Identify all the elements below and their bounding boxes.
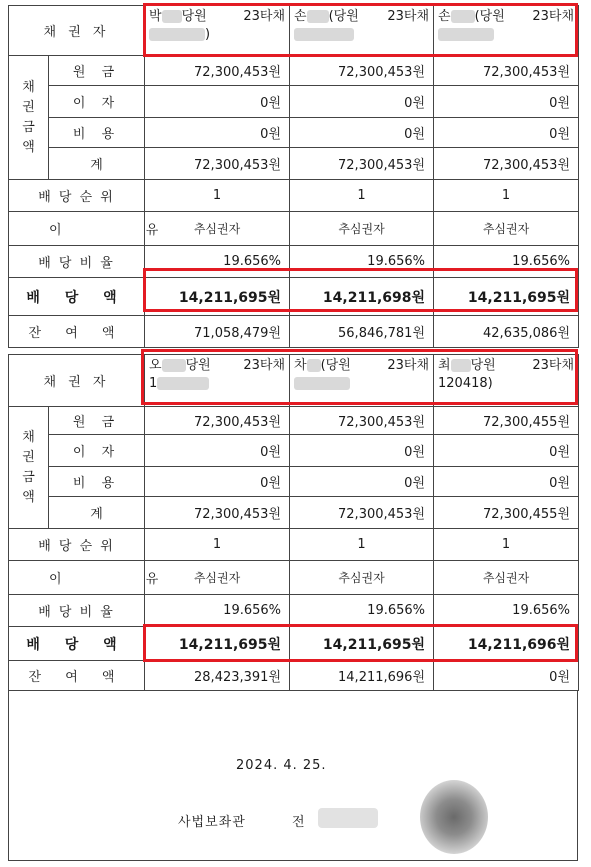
cost-label: 비 용: [49, 467, 145, 497]
dividend-value: 14,211,695원: [145, 627, 290, 661]
amount-category-char: 채: [22, 429, 35, 445]
creditor-prefix: 손: [294, 9, 307, 24]
creditor-row: [9, 355, 579, 407]
interest-value: 0원: [145, 435, 290, 467]
reason-value: 추심권자: [434, 561, 579, 595]
amount-category-char: 금: [22, 119, 35, 135]
interest-label: 이 자: [49, 86, 145, 118]
rank-value: 1: [145, 529, 290, 561]
balance-value: 14,211,696원: [290, 661, 434, 691]
amount-category-label: [9, 407, 49, 529]
redaction-blur: [307, 359, 321, 372]
dividend-value: 14,211,695원: [434, 278, 579, 316]
creditor-cell-5: [290, 355, 434, 407]
balance-value: 56,846,781원: [290, 316, 434, 348]
reason-label: 이 유: [9, 561, 145, 595]
ratio-label: 배 당 비 율: [9, 246, 145, 278]
rank-label: 배 당 순 위: [9, 180, 145, 212]
dividend-value: 14,211,698원: [290, 278, 434, 316]
reason-value: 추심권자: [145, 561, 290, 595]
creditor-case-prefix: 120418): [438, 376, 493, 391]
reason-value: 추심권자: [290, 561, 434, 595]
ratio-value: 19.656%: [290, 246, 434, 278]
creditor-case: 당원 23타채: [185, 358, 286, 373]
balance-value: 28,423,391원: [145, 661, 290, 691]
creditor-label: 채 권 자: [9, 355, 145, 407]
total-value: 72,300,455원: [434, 497, 579, 529]
document-date: 2024. 4. 25.: [236, 758, 327, 773]
creditor-cell-6: [434, 355, 579, 407]
principal-label: 원 금: [49, 56, 145, 86]
principal-value: 72,300,453원: [290, 407, 434, 435]
creditor-prefix: 최: [438, 358, 451, 373]
creditor-cell-2: [290, 6, 434, 56]
rank-value: 1: [290, 529, 434, 561]
rank-value: 1: [290, 180, 434, 212]
creditor-prefix: 차: [294, 358, 307, 373]
cost-value: 0원: [290, 118, 434, 148]
redaction-blur: [294, 377, 350, 390]
cost-value: 0원: [434, 467, 579, 497]
redaction-blur: [438, 28, 494, 41]
creditor-row: [9, 6, 579, 56]
interest-label: 이 자: [49, 435, 145, 467]
creditor-label: 채 권 자: [9, 6, 145, 56]
cost-value: 0원: [145, 467, 290, 497]
redaction-blur: [149, 28, 205, 41]
total-value: 72,300,453원: [145, 497, 290, 529]
ratio-label: 배 당 비 율: [9, 595, 145, 627]
balance-value: 71,058,479원: [145, 316, 290, 348]
distribution-table-1: [8, 5, 579, 348]
ratio-value: 19.656%: [290, 595, 434, 627]
creditor-case: 당원 23타채: [470, 358, 575, 373]
amount-category-char: 금: [22, 469, 35, 485]
creditor-prefix: 오: [149, 358, 162, 373]
balance-label: 잔 여 액: [9, 316, 145, 348]
rank-label: 배 당 순 위: [9, 529, 145, 561]
amount-category-char: 채: [22, 79, 35, 95]
redaction-blur: [294, 28, 354, 41]
official-surname: 전: [292, 815, 305, 830]
principal-value: 72,300,453원: [145, 407, 290, 435]
rank-value: 1: [434, 529, 579, 561]
creditor-case: (당원 23타채: [320, 358, 430, 373]
redaction-blur: [162, 359, 186, 372]
reason-value: 추심권자: [290, 212, 434, 246]
dividend-label: 배 당 액: [9, 627, 145, 661]
amount-category-label: [9, 56, 49, 180]
creditor-case: (당원 23타채: [328, 9, 430, 24]
ratio-value: 19.656%: [145, 595, 290, 627]
redaction-blur: [451, 10, 475, 23]
dividend-value: 14,211,695원: [290, 627, 434, 661]
creditor-case-prefix: 1: [149, 376, 158, 391]
creditor-prefix: 박: [149, 9, 162, 24]
official-title: 사법보좌관: [178, 815, 246, 830]
total-value: 72,300,453원: [434, 148, 579, 180]
interest-value: 0원: [434, 435, 579, 467]
rank-value: 1: [145, 180, 290, 212]
amount-category-char: 권: [22, 99, 35, 115]
ratio-value: 19.656%: [434, 246, 579, 278]
balance-value: 42,635,086원: [434, 316, 579, 348]
creditor-prefix: 손: [438, 9, 451, 24]
total-label: 계: [49, 497, 145, 529]
total-value: 72,300,453원: [145, 148, 290, 180]
creditor-cell-3: [434, 6, 579, 56]
cost-value: 0원: [290, 467, 434, 497]
signature-area: [8, 690, 578, 861]
reason-label: 이 유: [9, 212, 145, 246]
total-value: 72,300,453원: [290, 497, 434, 529]
cost-label: 비 용: [49, 118, 145, 148]
amount-category-char: 액: [22, 489, 35, 505]
amount-category-char: 액: [22, 139, 35, 155]
creditor-case-suffix: ): [205, 27, 211, 42]
ratio-value: 19.656%: [434, 595, 579, 627]
interest-value: 0원: [290, 86, 434, 118]
creditor-cell-4: [145, 355, 290, 407]
dividend-value: 14,211,696원: [434, 627, 579, 661]
balance-value: 0원: [434, 661, 579, 691]
cost-value: 0원: [145, 118, 290, 148]
total-label: 계: [49, 148, 145, 180]
redaction-blur: [307, 10, 329, 23]
dividend-label: 배 당 액: [9, 278, 145, 316]
cost-value: 0원: [434, 118, 579, 148]
total-value: 72,300,453원: [290, 148, 434, 180]
official-seal: [420, 780, 488, 854]
principal-value: 72,300,453원: [290, 56, 434, 86]
creditor-cell-1: [145, 6, 290, 56]
principal-value: 72,300,455원: [434, 407, 579, 435]
redaction-blur: [157, 377, 209, 390]
distribution-table-2: [8, 354, 579, 691]
balance-label: 잔 여 액: [9, 661, 145, 691]
redaction-blur: [451, 359, 471, 372]
amount-category-char: 권: [22, 449, 35, 465]
rank-value: 1: [434, 180, 579, 212]
reason-value: 추심권자: [145, 212, 290, 246]
creditor-case: (당원 23타채: [474, 9, 575, 24]
interest-value: 0원: [290, 435, 434, 467]
principal-label: 원 금: [49, 407, 145, 435]
ratio-value: 19.656%: [145, 246, 290, 278]
redaction-blur: [162, 10, 182, 23]
creditor-case: 당원 23타채: [181, 9, 286, 24]
principal-value: 72,300,453원: [434, 56, 579, 86]
dividend-value: 14,211,695원: [145, 278, 290, 316]
reason-value: 추심권자: [434, 212, 579, 246]
interest-value: 0원: [434, 86, 579, 118]
interest-value: 0원: [145, 86, 290, 118]
principal-value: 72,300,453원: [145, 56, 290, 86]
official-name-redaction: [318, 808, 378, 828]
